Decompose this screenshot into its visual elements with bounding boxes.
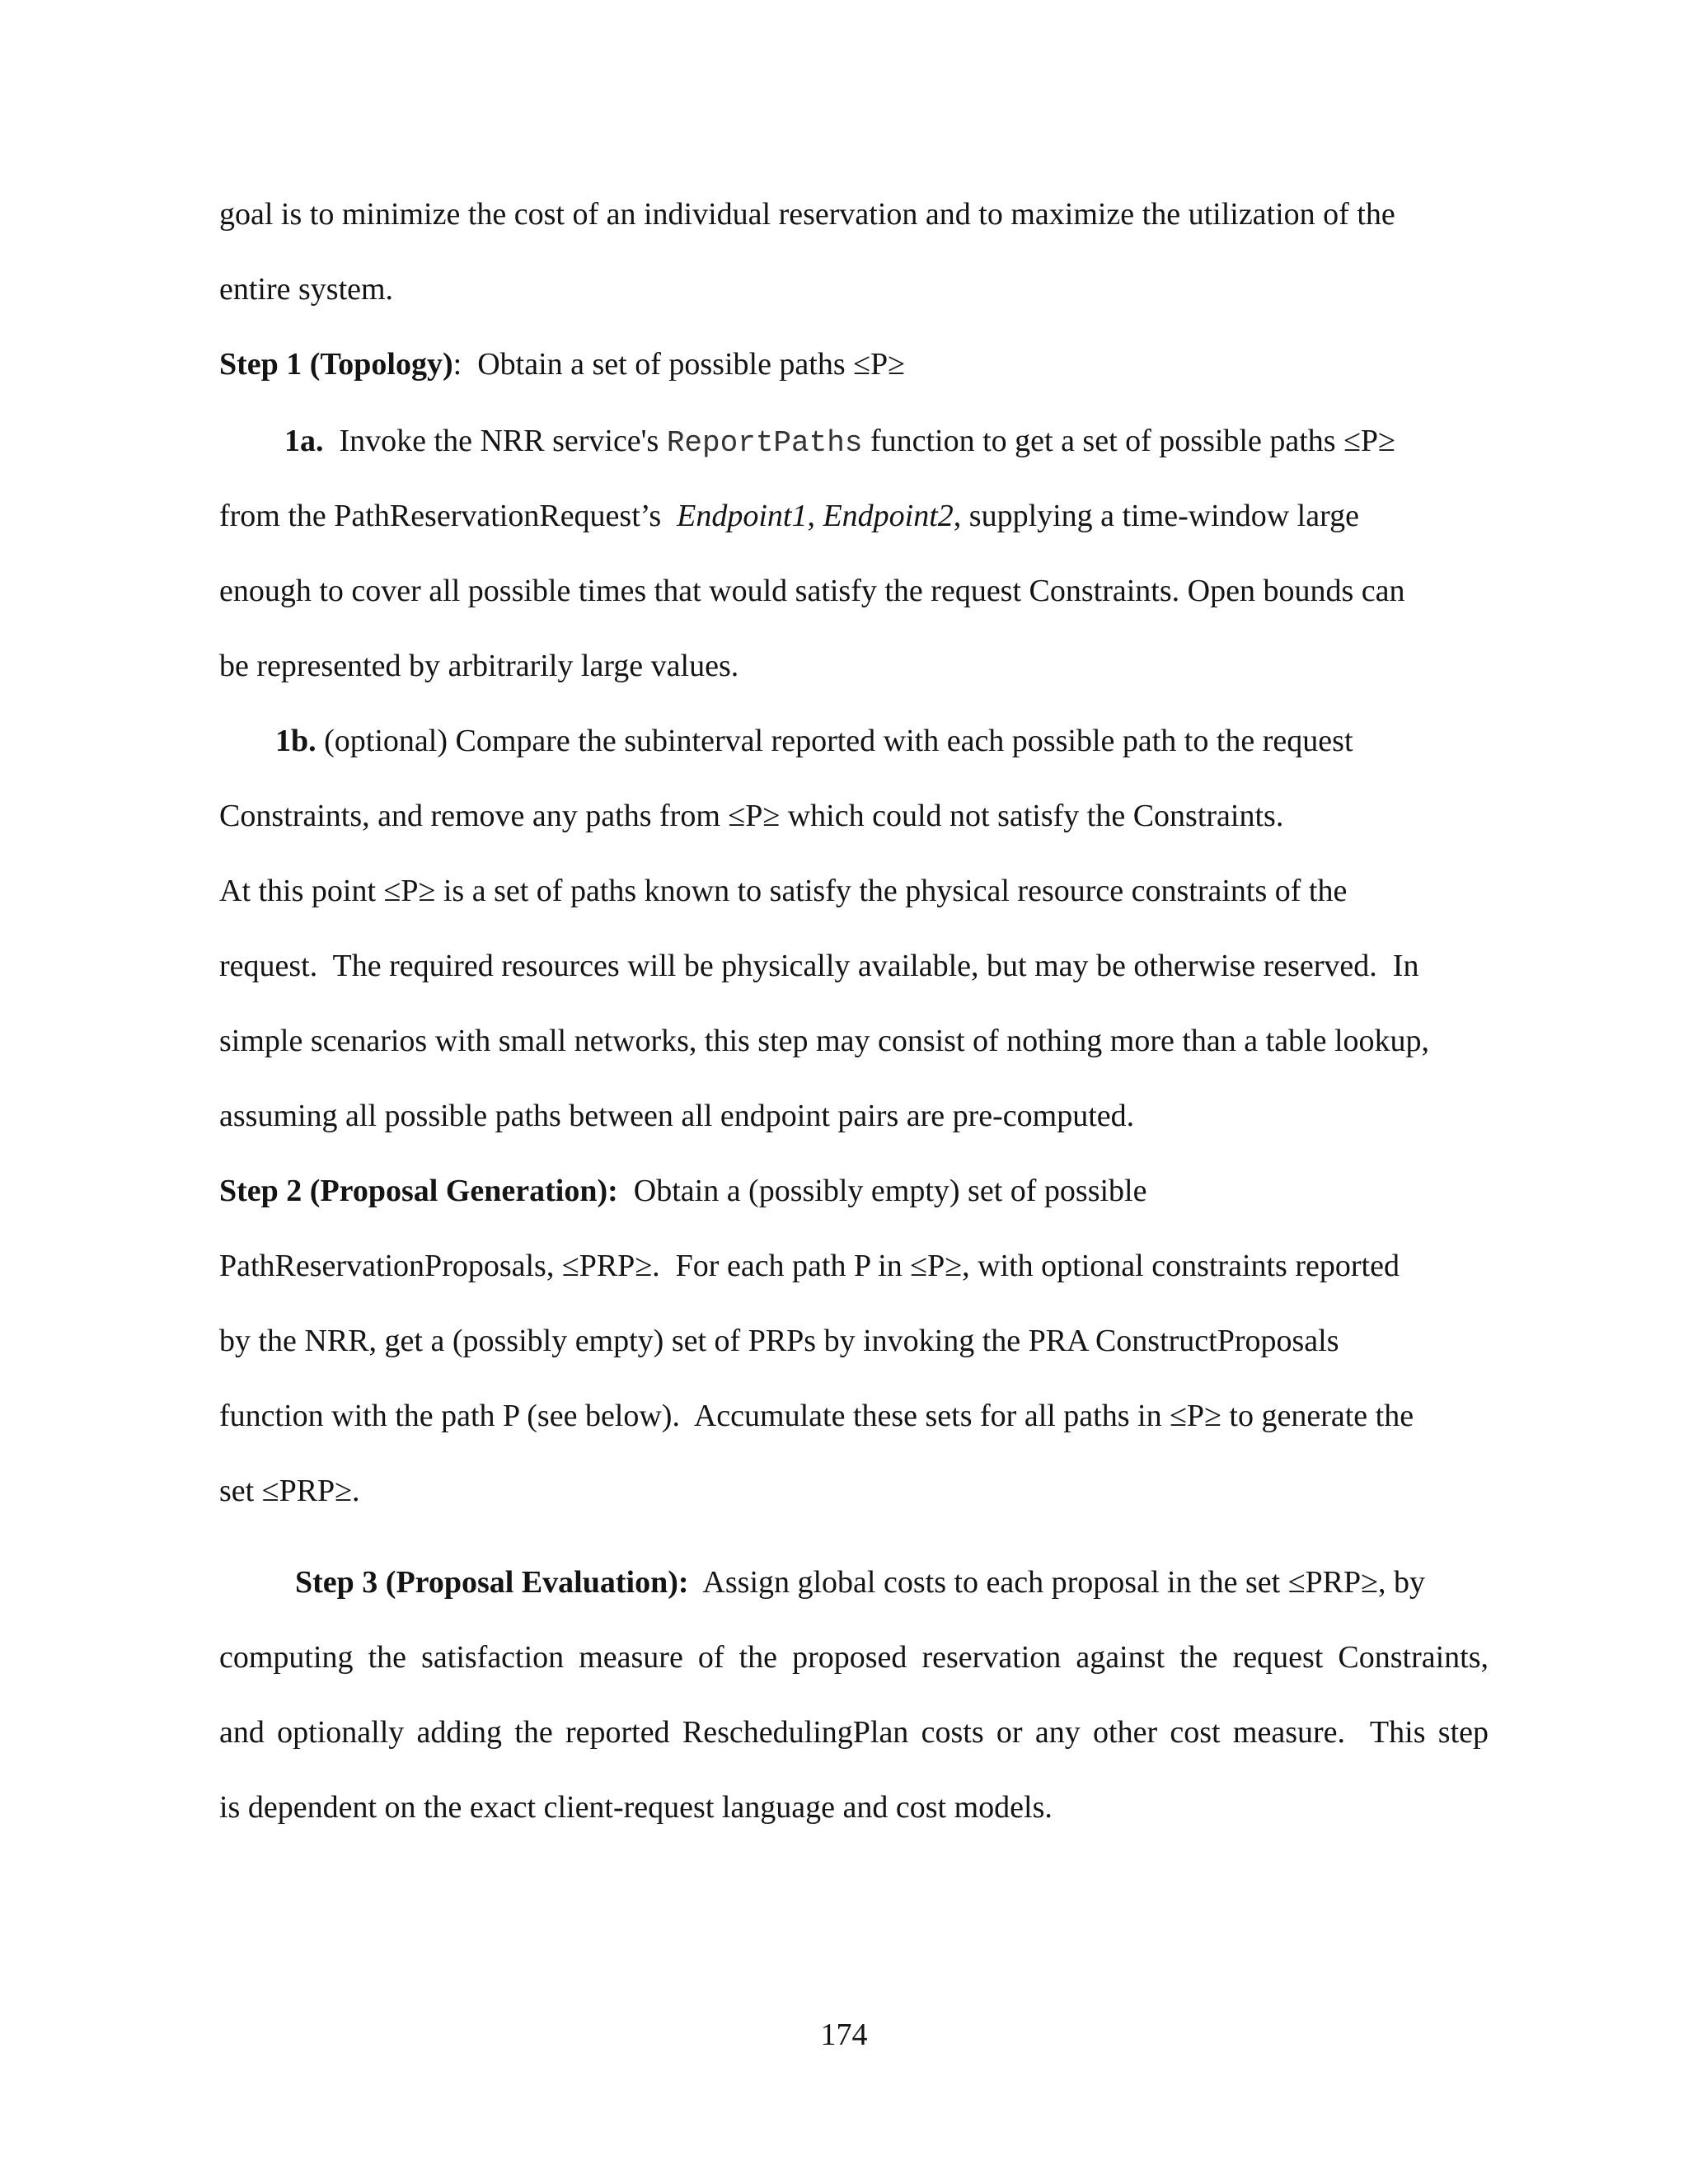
- paragraph-line: request. The required resources will be physically available, but may be otherwise reserved. In: [219, 949, 1419, 983]
- paragraph-line: At this point ≤P≥ is a set of paths known to satisfy the physical resource constraints of the: [219, 874, 1348, 908]
- step1-heading-text: Obtain a set of possible paths ≤P≥: [462, 347, 905, 382]
- item-1a-text: Invoke the NRR service's: [323, 424, 667, 458]
- paragraph-line: computing the satisfaction measure of the proposed reservation against the request Constraints,: [219, 1640, 1489, 1675]
- item-1a-line: be represented by arbitrarily large values.: [219, 649, 739, 683]
- item-1b-text: (optional) Compare the subinterval reported with each possible path to the request: [316, 724, 1353, 758]
- paragraph-line: simple scenarios with small networks, this step may consist of nothing more than a table lookup,: [219, 1024, 1430, 1058]
- item-1b-line: Constraints, and remove any paths from ≤P≥ which could not satisfy the Constraints.: [219, 799, 1284, 833]
- item-1a-line: [284, 422, 1395, 462]
- paragraph-line: is dependent on the exact client-request language and cost models.: [219, 1790, 1053, 1825]
- item-1a-text: , supplying a time-window large: [953, 499, 1359, 533]
- paragraph-line: set ≤PRP≥.: [219, 1474, 360, 1508]
- item-1a-text: from the PathReservationRequest’s: [219, 499, 678, 533]
- item-1a-text: ,: [807, 499, 823, 533]
- endpoint1-term: Endpoint1: [677, 499, 808, 533]
- item-1a-line: enough to cover all possible times that would satisfy the request Constraints. Open bounds can: [219, 574, 1405, 608]
- step1-heading-line: [219, 345, 905, 383]
- item-1a-text: function to get a set of possible paths ≤P≥: [862, 424, 1395, 458]
- paragraph-line: and optionally adding the reported ReschedulingPlan costs or any other cost measure. This step: [219, 1715, 1489, 1750]
- paragraph-line: goal is to minimize the cost of an individual reservation and to maximize the utilization of the: [219, 197, 1395, 232]
- paragraph-line: PathReservationProposals, ≤PRP≥. For each path P in ≤P≥, with optional constraints reported: [219, 1249, 1400, 1283]
- paragraph-line: function with the path P (see below). Accumulate these sets for all paths in ≤P≥ to generate the: [219, 1399, 1414, 1433]
- step2-heading-line: [219, 1172, 1146, 1210]
- step2-heading-text: Obtain a (possibly empty) set of possible: [617, 1174, 1147, 1208]
- page-number: 174: [820, 2018, 868, 2052]
- paragraph-line: entire system.: [219, 272, 394, 307]
- step3-heading-line: [295, 1563, 1425, 1601]
- step2-heading: Step 2 (Proposal Generation):: [219, 1174, 618, 1208]
- paragraph-line: by the NRR, get a (possibly empty) set of PRPs by invoking the PRA ConstructProposals: [219, 1324, 1339, 1358]
- step3-heading: Step 3 (Proposal Evaluation):: [295, 1565, 689, 1600]
- endpoint2-term: Endpoint2: [823, 499, 954, 533]
- item-1b-label: 1b.: [275, 724, 316, 758]
- item-1a-line: [219, 497, 1359, 535]
- step1-heading: Step 1 (Topology): [219, 347, 453, 382]
- report-paths-code: ReportPaths: [666, 426, 863, 460]
- item-1a-label: 1a.: [284, 424, 324, 458]
- step1-heading-colon: :: [452, 347, 462, 382]
- paragraph-line: assuming all possible paths between all endpoint pairs are pre-computed.: [219, 1099, 1135, 1133]
- item-1b-line: [275, 722, 1353, 760]
- step3-heading-text: Assign global costs to each proposal in the set ≤PRP≥, by: [688, 1565, 1426, 1600]
